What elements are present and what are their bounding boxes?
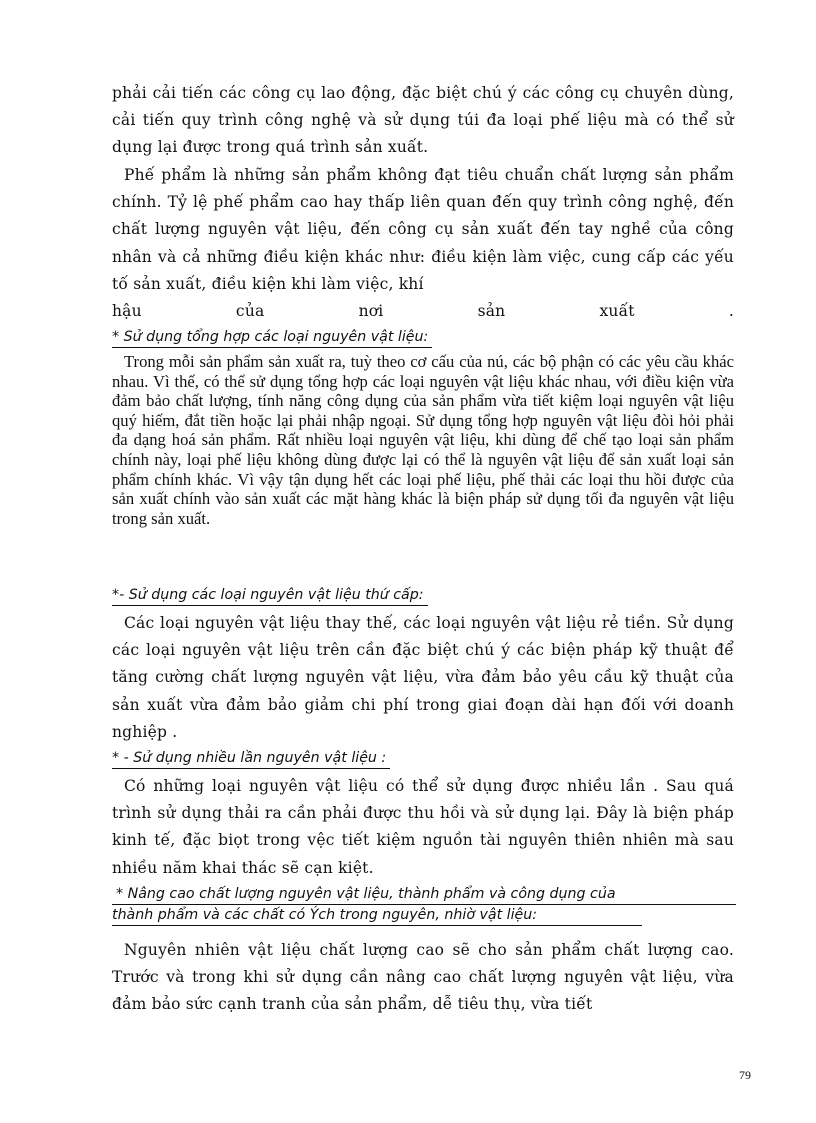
heading-combined-use: * Sử dụng tổng hợp các loại nguyên vật liệu: xyxy=(112,327,432,348)
heading-improve-quality-line-2: thành phẩm và các chất có Ých trong nguyên, nhiờ vật liệu: xyxy=(112,905,642,926)
paragraph-defective-products-body: Phế phẩm là những sản phẩm không đạt tiêu chuẩn chất lượng sản phẩm chính. Tỷ lệ phế phẩm cao hay thấp liên quan đến quy trình công nghệ, đến chất lượng nguyên vật liệu, đến công cụ sản xuất đến tay nghề của công nhân và cả những điều kiện khác như: điều kiện làm việc, cung cấp các yếu tố sản xuất, điều kiện khi làm việc, khí xyxy=(112,166,734,293)
paragraph-defective-products xyxy=(112,162,734,325)
paragraph-tools-and-scrap: phải cải tiến các công cụ lao động, đặc biệt chú ý các công cụ chuyên dùng, cải tiến quy trình công nghệ và sử dụng túi đa loại phế liệu mà có thể sử dụng lại được trong quá trình sản xuất. xyxy=(112,84,734,157)
paragraph-combined-use: Trong mỗi sản phẩm sản xuất ra, tuỳ theo cơ cấu của nú, các bộ phận có các yêu cầu khác nhau. Vì thế, có thể sử dụng tổng hợp các loại nguyên vật liệu khác nhau, với điều kiện vừa đảm bảo chất lượng, tính năng công dụng của sản phẩm vừa tiết kiệm loại nguyên vật liệu quý hiếm, đắt tiền hoặc lại phải nhập ngoại. Sử dụng tổng hợp nguyên vật liệu đòi hỏi phải đa dạng hoá sản phẩm. Rất nhiều loại nguyên vật liệu, khi dùng để chế tạo loại sản phẩm chính này, loại phế liệu không dùng được lại có thể là nguyên vật liệu để sản xuất loại sản phẩm chính khác. Vì vậy tận dụng hết các loại phế liệu, phế thải các loại thu hồi được của sản xuất chính vào sản xuất các mặt hàng khác là biện pháp sử dụng tối đa nguyên vật liệu trong sản xuất. xyxy=(112,352,734,528)
heading-improve-quality-line-1: * Nâng cao chất lượng nguyên vật liệu, thành phẩm và công dụng của xyxy=(112,884,736,905)
paragraph-reuse-materials: Có những loại nguyên vật liệu có thể sử dụng được nhiều lần . Sau quá trình sử dụng thải ra cần phải được thu hồi và sử dụng lại. Đây là biện pháp kinh tế, đặc biọt trong vệc tiết kiệm nguồn tài nguyên thiên nhiên mà sau nhiều năm khai thác sẽ cạn kiệt. xyxy=(112,777,734,877)
heading-secondary-materials: *- Sử dụng các loại nguyên vật liệu thứ cấp: xyxy=(112,585,428,606)
heading-reuse-materials: * - Sử dụng nhiều lần nguyên vật liệu : xyxy=(112,748,390,769)
paragraph-improve-quality: Nguyên nhiên vật liệu chất lượng cao sẽ cho sản phẩm chất lượng cao. Trước và trong khi sử dụng cần nâng cao chất lượng nguyên vật liệu, vừa đảm bảo sức cạnh tranh của sản phẩm, dễ tiêu thụ, vừa tiết xyxy=(112,941,734,1014)
paragraph-secondary-materials: Các loại nguyên vật liệu thay thế, các loại nguyên vật liệu rẻ tiền. Sử dụng các loại nguyên vật liệu trên cần đặc biệt chú ý các biện pháp kỹ thuật để tăng cường chất lượng nguyên vật liệu, vừa đảm bảo yêu cầu kỹ thuật của sản xuất vừa đảm bảo giảm chi phí trong giai đoạn dài hạn đối với doanh nghiệp . xyxy=(112,614,734,741)
page-number: 79 xyxy=(739,1068,751,1082)
paragraph-defective-products-last-line: hậu của nơi sản xuất . xyxy=(112,302,734,321)
heading-improve-quality xyxy=(112,884,740,926)
